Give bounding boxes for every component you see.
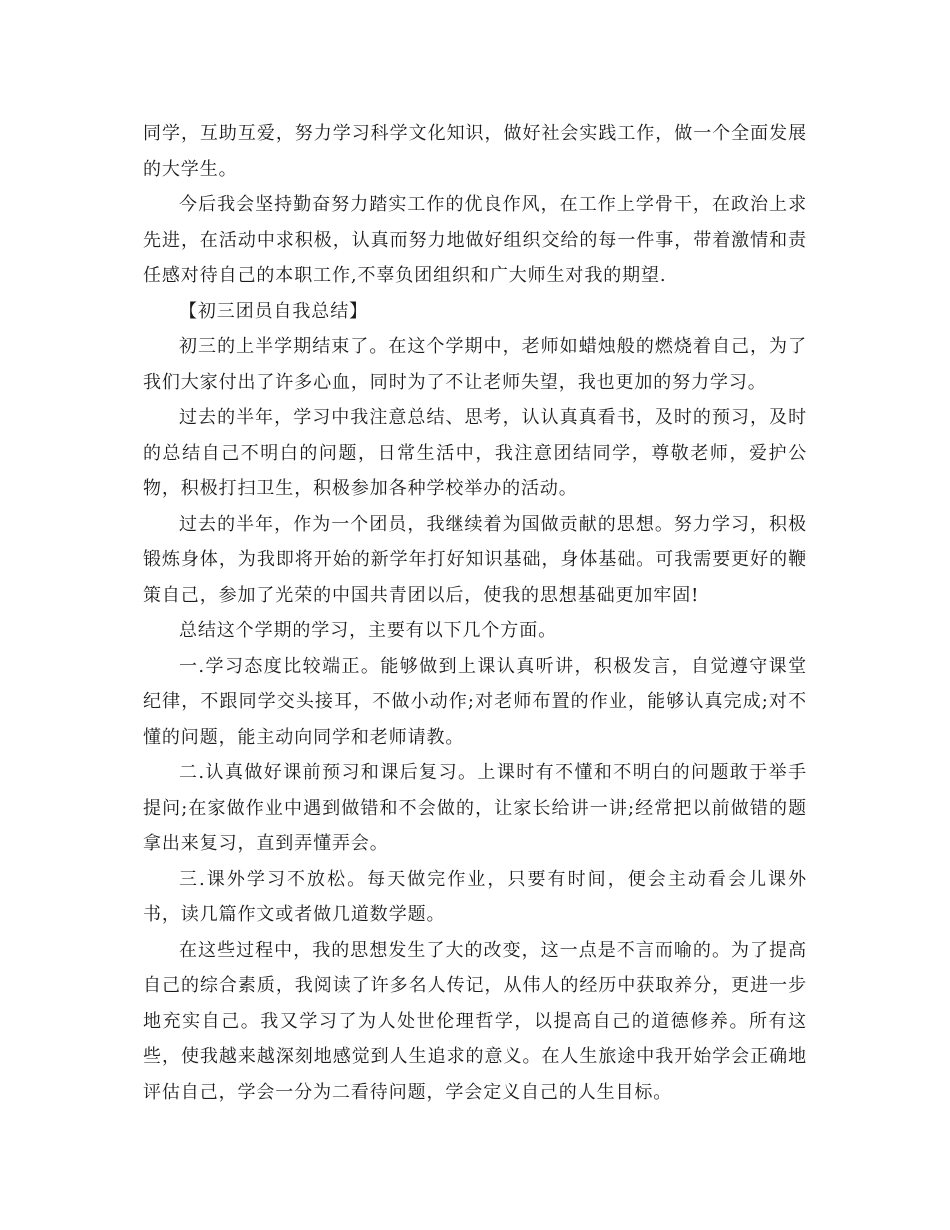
paragraph-league-member: 过去的半年，作为一个团员，我继续着为国做贡献的思想。努力学习，积极锻炼身体，为我即将开始的新学年打好知识基础，身体基础。可我需要更好的鞭策自己，参加了光荣的中国共青团以后，使我的思想基础更加牢固! [143, 513, 807, 606]
paragraph-point-two: 二.认真做好课前预习和课后复习。上课时有不懂和不明白的问题敢于举手提问;在家做作业中遇到做错和不会做的，让家长给讲一讲;经常把以前做错的题拿出来复习，直到弄懂弄会。 [143, 762, 807, 854]
paragraph-future-plans: 今后我会坚持勤奋努力踏实工作的优良作风，在工作上学骨干，在政治上求先进，在活动中求积极，认真而努力地做好组织交给的每一件事，带着激情和责任感对待自己的本职工作,不辜负团组织和广大师生对我的期望. [143, 194, 807, 286]
paragraph-intro: 初三的上半学期结束了。在这个学期中，老师如蜡烛般的燃烧着自己，为了我们大家付出了许多心血，同时为了不让老师失望，我也更加的努力学习。 [143, 336, 807, 393]
paragraph-continuation: 同学，互助互爱，努力学习科学文化知识，做好社会实践工作，做一个全面发展的大学生。 [143, 123, 807, 180]
paragraph-reflection: 在这些过程中，我的思想发生了大的改变，这一点是不言而喻的。为了提高自己的综合素质，我阅读了许多名人传记，从伟人的经历中获取养分，更进一步地充实自己。我又学习了为人处世伦理哲学，以提高自己的道德修养。所有这些，使我越来越深刻地感觉到人生追求的意义。在人生旅途中我开始学会正确地评估自己，学会一分为二看待问题，学会定义自己的人生目标。 [143, 939, 807, 1103]
paragraph-point-three: 三.课外学习不放松。每天做完作业，只要有时间，便会主动看会儿课外书，读几篇作文或者做几道数学题。 [143, 868, 807, 925]
paragraph-summary-lead: 总结这个学期的学习，主要有以下几个方面。 [179, 620, 557, 641]
paragraph-point-one: 一.学习态度比较端正。能够做到上课认真听讲，积极发言，自觉遵守课堂纪律，不跟同学交头接耳，不做小动作;对老师布置的作业，能够认真完成;对不懂的问题，能主动向同学和老师请教。 [143, 655, 807, 748]
section-heading: 【初三团员自我总结】 [179, 300, 368, 322]
paragraph-study-life: 过去的半年，学习中我注意总结、思考，认认真真看书，及时的预习，及时的总结自己不明白的问题，日常生活中，我注意团结同学，尊敬老师，爱护公物，积极打扫卫生，积极参加各种学校举办的活动。 [143, 407, 807, 499]
document-body [143, 116, 807, 1110]
